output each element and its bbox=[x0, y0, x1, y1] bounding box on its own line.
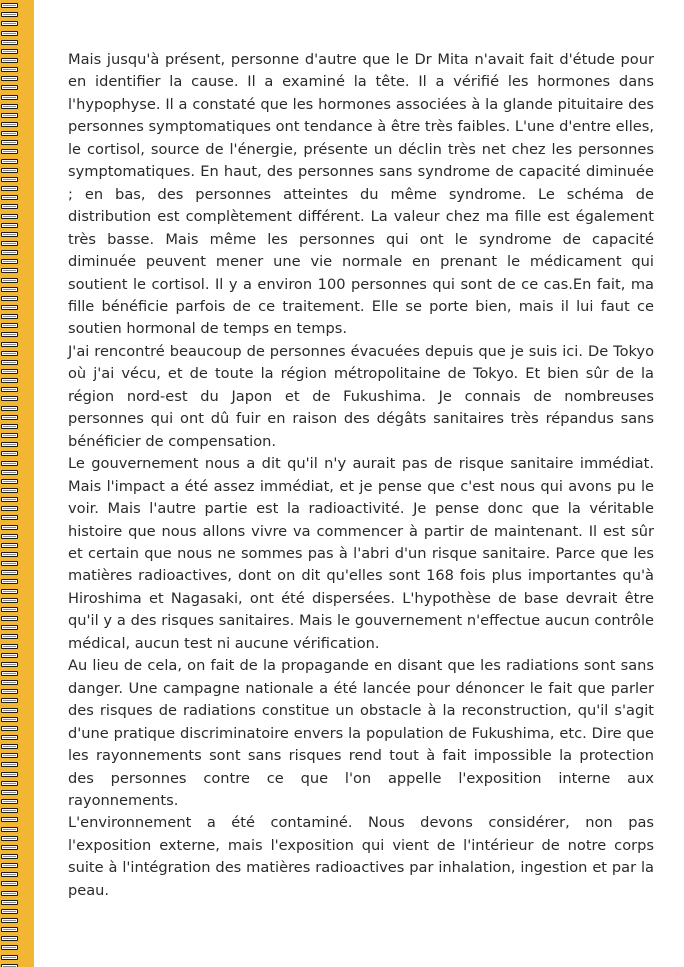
binding-ring bbox=[1, 204, 18, 209]
binding-ring bbox=[1, 195, 18, 200]
binding-ring bbox=[1, 634, 18, 639]
binding-ring bbox=[1, 76, 18, 81]
binding-ring bbox=[1, 250, 18, 255]
binding-ring bbox=[1, 790, 18, 795]
binding-ring bbox=[1, 598, 18, 603]
binding-ring bbox=[1, 945, 18, 950]
binding-ring bbox=[1, 543, 18, 548]
binding-ring bbox=[1, 799, 18, 804]
paragraph-propaganda: Au lieu de cela, on fait de la propagande en disant que les radiations sont sans danger. Une campagne nationale a été lancée pour dénoncer le fait que parler des risques de radiations constitue un obstacle à la reconstruction, qu'il s'agit d'une pratique discriminatoire envers la population de Fukushima, etc. Dire que les rayonnements sont sans risques rend tout à fait impossible la protection des personnes contre ce que l'on appelle l'exposition interne aux rayonnements. bbox=[68, 657, 654, 809]
binding-ring bbox=[1, 122, 18, 127]
binding-ring bbox=[1, 762, 18, 767]
binding-ring bbox=[1, 497, 18, 502]
binding-ring bbox=[1, 515, 18, 520]
binding-ring bbox=[1, 872, 18, 877]
binding-ring bbox=[1, 644, 18, 649]
binding-ring bbox=[1, 451, 18, 456]
binding-ring bbox=[1, 955, 18, 960]
binding-ring bbox=[1, 488, 18, 493]
binding-ring bbox=[1, 396, 18, 401]
binding-ring bbox=[1, 525, 18, 530]
binding-ring bbox=[1, 607, 18, 612]
binding-ring bbox=[1, 104, 18, 109]
binding-ring bbox=[1, 680, 18, 685]
binding-ring bbox=[1, 881, 18, 886]
binding-ring bbox=[1, 351, 18, 356]
binding-ring bbox=[1, 287, 18, 292]
binding-ring bbox=[1, 387, 18, 392]
binding-ring bbox=[1, 579, 18, 584]
binding-ring bbox=[1, 406, 18, 411]
binding-ring bbox=[1, 314, 18, 319]
binding-ring bbox=[1, 58, 18, 63]
binding-ring bbox=[1, 461, 18, 466]
spiral-binding bbox=[0, 0, 34, 967]
binding-ring bbox=[1, 479, 18, 484]
binding-ring bbox=[1, 918, 18, 923]
binding-ring bbox=[1, 808, 18, 813]
binding-ring bbox=[1, 726, 18, 731]
binding-ring bbox=[1, 369, 18, 374]
binding-ring bbox=[1, 900, 18, 905]
binding-ring bbox=[1, 781, 18, 786]
binding-ring bbox=[1, 909, 18, 914]
binding-ring bbox=[1, 268, 18, 273]
binding-ring bbox=[1, 415, 18, 420]
binding-ring bbox=[1, 278, 18, 283]
binding-ring bbox=[1, 836, 18, 841]
binding-ring bbox=[1, 67, 18, 72]
paragraph-government: Le gouvernement nous a dit qu'il n'y aurait pas de risque sanitaire immédiat. Mais l'impact a été assez immédiat, et je pense que c'est nous qui avons pu le voir. Mais l'autre partie est la radioactivité. Je pense donc que la véritable histoire que nous allons vivre va commencer à partir de maintenant. Il est sûr et certain que nous ne sommes pas à l'abri d'un risque sanitaire. Parce que les matières radioactives, dont on dit qu'elles sont 168 fois plus importantes qu'à Hiroshima et Nagasaki, ont été dispersées. L'hypothèse de base devrait être qu'il y a des risques sanitaires. Mais le gouvernement n'effectue aucun contrôle médical, aucun test ni aucune vérification. bbox=[68, 455, 654, 652]
binding-ring bbox=[1, 854, 18, 859]
binding-ring bbox=[1, 735, 18, 740]
binding-ring bbox=[1, 552, 18, 557]
binding-ring bbox=[1, 625, 18, 630]
binding-ring bbox=[1, 863, 18, 868]
binding-ring bbox=[1, 827, 18, 832]
binding-ring bbox=[1, 891, 18, 896]
binding-ring bbox=[1, 177, 18, 182]
binding-ring bbox=[1, 49, 18, 54]
binding-ring bbox=[1, 131, 18, 136]
binding-ring bbox=[1, 360, 18, 365]
binding-ring bbox=[1, 570, 18, 575]
binding-ring bbox=[1, 241, 18, 246]
binding-ring bbox=[1, 689, 18, 694]
binding-ring bbox=[1, 12, 18, 17]
binding-ring bbox=[1, 772, 18, 777]
binding-ring bbox=[1, 534, 18, 539]
binding-ring bbox=[1, 140, 18, 145]
binding-ring bbox=[1, 662, 18, 667]
binding-ring bbox=[1, 698, 18, 703]
binding-ring bbox=[1, 442, 18, 447]
binding-ring bbox=[1, 259, 18, 264]
binding-ring bbox=[1, 3, 18, 8]
binding-ring bbox=[1, 85, 18, 90]
binding-ring bbox=[1, 433, 18, 438]
binding-ring bbox=[1, 305, 18, 310]
binding-ring bbox=[1, 186, 18, 191]
binding-ring bbox=[1, 470, 18, 475]
binding-ring bbox=[1, 159, 18, 164]
binding-ring bbox=[1, 95, 18, 100]
binding-ring bbox=[1, 168, 18, 173]
binding-ring bbox=[1, 753, 18, 758]
binding-ring bbox=[1, 671, 18, 676]
paragraph-evacuees: J'ai rencontré beaucoup de personnes évacuées depuis que je suis ici. De Tokyo où j'ai vécu, et de toute la région métropolitaine de Tokyo. Et bien sûr de la région nord-est du Japon et de Fukushima. Je connais de nombreuses personnes qui ont dû fuir en raison des dégâts sanitaires très répandus sans bénéficier de compensation. bbox=[68, 342, 654, 450]
paragraph-contamination: L'environnement a été contaminé. Nous devons considérer, non pas l'exposition externe, mais l'exposition qui vient de l'intérieur de notre corps suite à l'intégration des matières radioactives par inhalation, ingestion et par la peau. bbox=[68, 814, 654, 899]
binding-ring bbox=[1, 21, 18, 26]
binding-ring bbox=[1, 927, 18, 932]
binding-ring bbox=[1, 149, 18, 154]
document-page bbox=[68, 49, 654, 902]
binding-ring bbox=[1, 936, 18, 941]
binding-ring bbox=[1, 561, 18, 566]
paragraph-hormones: Mais jusqu'à présent, personne d'autre que le Dr Mita n'avait fait d'étude pour en identifier la cause. Il a examiné la tête. Il a vérifié les hormones dans l'hypophyse. Il a constaté que les hormones associées à la glande pituitaire des personnes symptomatiques ont tendance à être très faibles. L'une d'entre elles, le cortisol, source de l'énergie, présente un déclin très net chez les personnes symptomatiques. En haut, des personnes sans syndrome de capacité diminuée ; en bas, des personnes atteintes du même syndrome. Le schéma de distribution est complètement différent. La valeur chez ma fille est également très basse. Mais même les personnes qui ont le syndrome de capacité diminuée peuvent mener une vie normale en prenant le médicament qui soutient le cortisol. Il y a environ 100 personnes qui sont de ce cas.En fait, ma fille bénéficie parfois de ce traitement. Elle se porte bien, mais il lui faut ce soutien hormonal de temps en temps. bbox=[68, 51, 654, 338]
binding-ring bbox=[1, 214, 18, 219]
binding-ring bbox=[1, 323, 18, 328]
binding-ring bbox=[1, 342, 18, 347]
binding-ring bbox=[1, 744, 18, 749]
binding-ring bbox=[1, 31, 18, 36]
binding-ring bbox=[1, 717, 18, 722]
binding-ring bbox=[1, 708, 18, 713]
binding-ring bbox=[1, 296, 18, 301]
binding-ring bbox=[1, 589, 18, 594]
binding-ring bbox=[1, 40, 18, 45]
binding-ring bbox=[1, 332, 18, 337]
binding-ring bbox=[1, 378, 18, 383]
binding-ring bbox=[1, 424, 18, 429]
binding-ring bbox=[1, 845, 18, 850]
binding-ring bbox=[1, 113, 18, 118]
binding-ring bbox=[1, 616, 18, 621]
binding-ring bbox=[1, 506, 18, 511]
binding-ring bbox=[1, 653, 18, 658]
binding-ring bbox=[1, 223, 18, 228]
binding-ring bbox=[1, 232, 18, 237]
binding-ring bbox=[1, 817, 18, 822]
